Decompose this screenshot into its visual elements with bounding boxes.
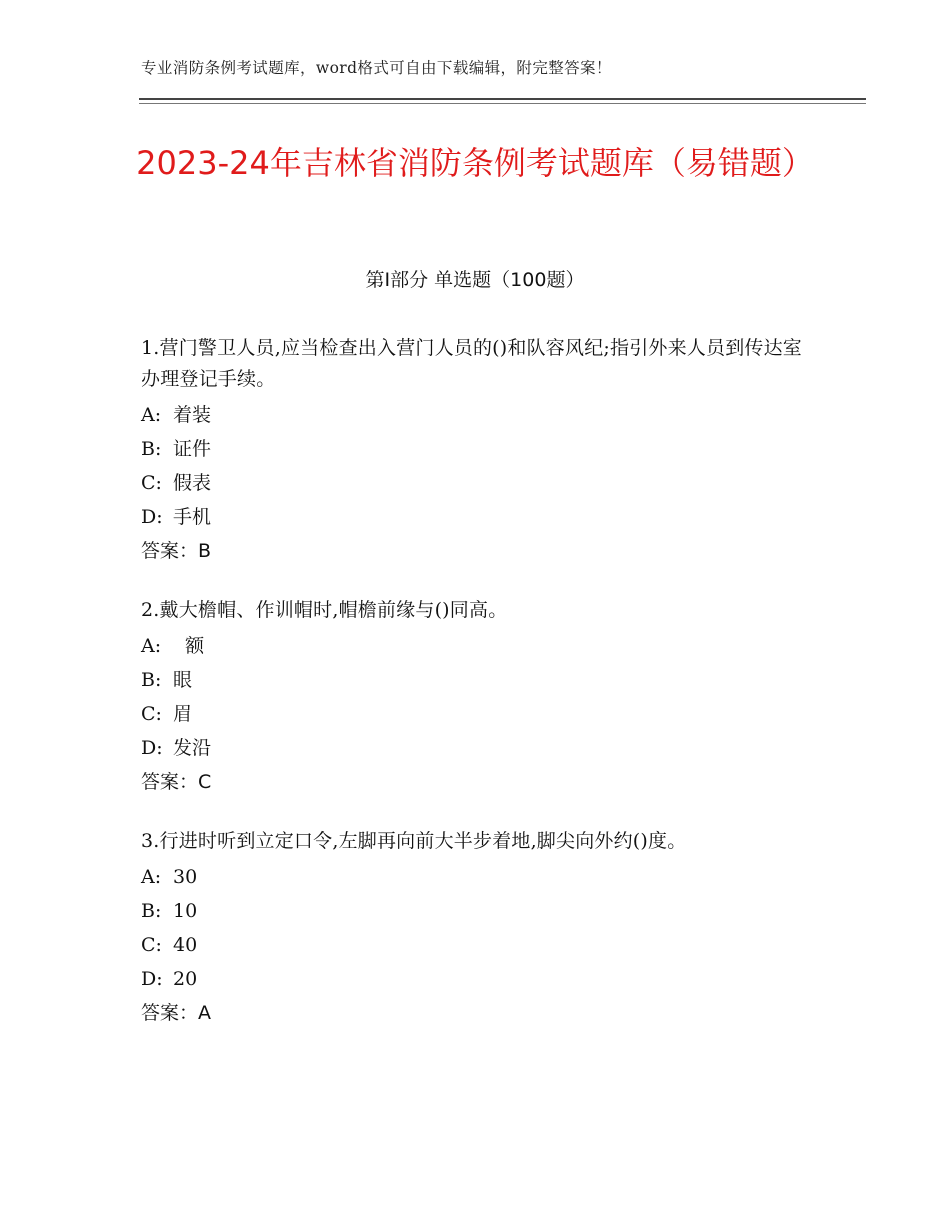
option-b (141, 894, 821, 928)
option-key: C: (141, 472, 162, 494)
question-1 (141, 333, 821, 568)
option-key: D: (141, 506, 163, 528)
document-title: 2023-24年吉林省消防条例考试题库（易错题） (136, 144, 814, 182)
option-text: 20 (173, 968, 198, 990)
option-b (141, 432, 821, 466)
option-key: A: (141, 866, 162, 888)
option-key: A: (141, 404, 162, 426)
question-stem: 3.行进时听到立定口令,左脚再向前大半步着地,脚尖向外约()度。 (141, 830, 687, 852)
option-text: 10 (173, 900, 198, 922)
header-rule-thin (139, 103, 866, 104)
option-c (141, 928, 821, 962)
answer: 答案：A (141, 1002, 211, 1024)
option-key: B: (141, 438, 162, 460)
option-key: D: (141, 968, 163, 990)
option-d (141, 731, 821, 765)
question-stem: 1.营门警卫人员,应当检查出入营门人员的()和队容风纪;指引外来人员到传达室办理登记手续。 (141, 337, 802, 390)
answer: 答案：C (141, 771, 212, 793)
option-text: 证件 (173, 438, 212, 460)
option-a (141, 629, 821, 663)
option-text: 额 (173, 635, 205, 657)
option-c (141, 697, 821, 731)
option-text: 着装 (173, 404, 212, 426)
option-key: A: (141, 635, 162, 657)
option-text: 眼 (173, 669, 193, 691)
question-stem: 2.戴大檐帽、作训帽时,帽檐前缘与()同高。 (141, 599, 508, 621)
option-key: D: (141, 737, 163, 759)
option-text: 40 (173, 934, 198, 956)
question-3 (141, 826, 821, 1030)
option-text: 眉 (173, 703, 193, 725)
option-a (141, 860, 821, 894)
option-text: 30 (173, 866, 198, 888)
option-text: 发沿 (173, 737, 212, 759)
section-title: 第Ⅰ部分 单选题（100题） (365, 269, 585, 291)
option-text: 假表 (173, 472, 212, 494)
option-b (141, 663, 821, 697)
option-d (141, 500, 821, 534)
answer: 答案：B (141, 540, 212, 562)
option-a (141, 398, 821, 432)
option-key: C: (141, 934, 162, 956)
option-key: B: (141, 669, 162, 691)
page-header: 专业消防条例考试题库，word格式可自由下载编辑，附完整答案！ (141, 59, 612, 77)
question-list (141, 333, 821, 1057)
option-text: 手机 (173, 506, 212, 528)
option-d (141, 962, 821, 996)
header-rule-thick (139, 98, 866, 100)
question-2 (141, 595, 821, 799)
option-c (141, 466, 821, 500)
option-key: B: (141, 900, 162, 922)
option-key: C: (141, 703, 162, 725)
